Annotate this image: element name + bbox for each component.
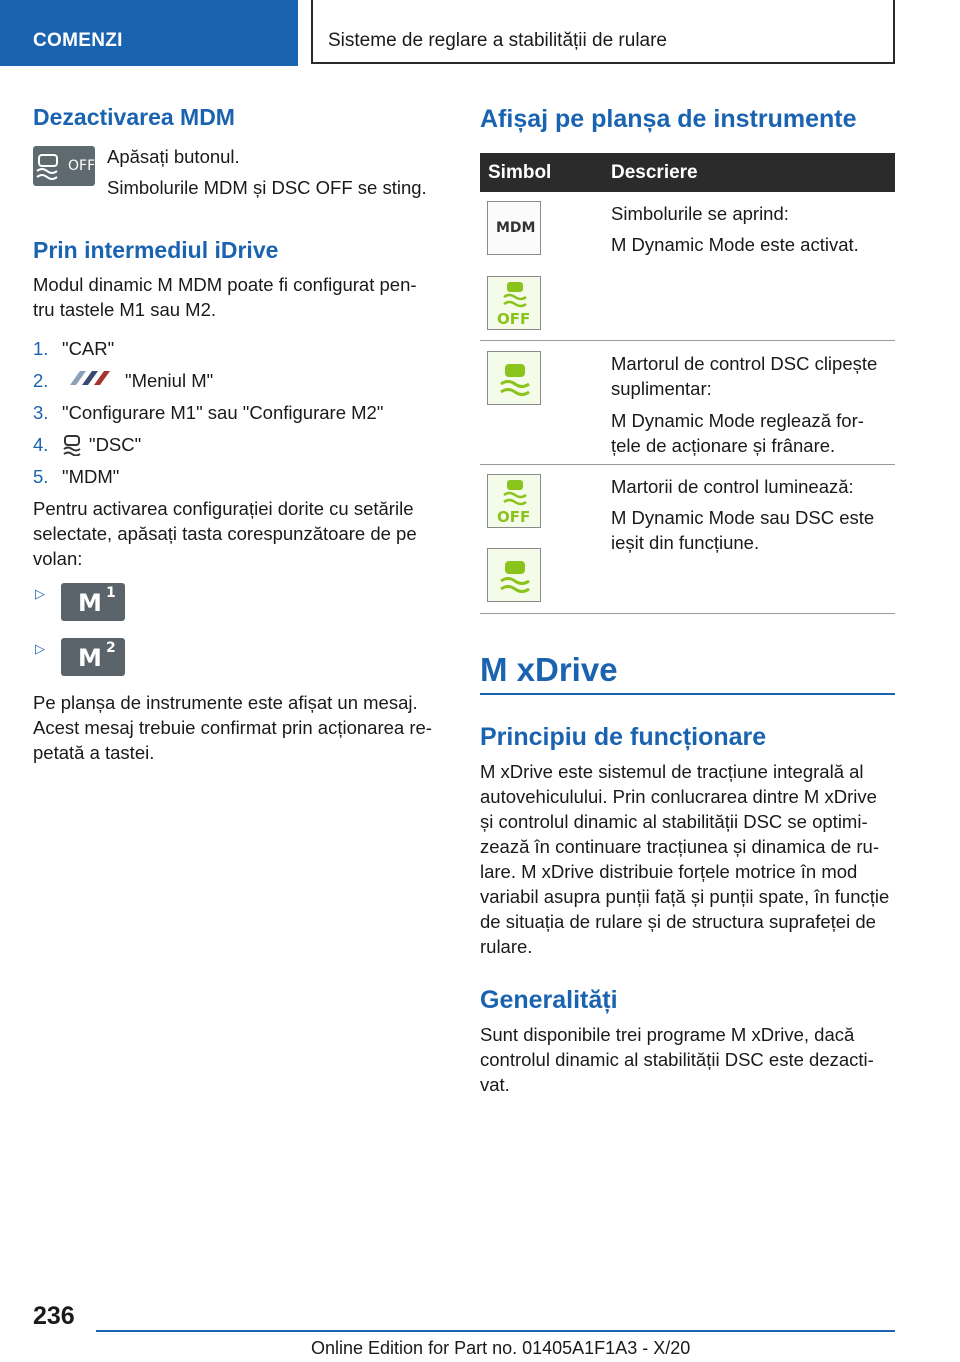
dsc-symbol [487,351,541,405]
row2-description-1: Martorul de control DSC clipește [611,353,878,374]
step-text: "Configurare M1" sau "Configurare M2" [62,402,384,423]
paragraph-mdm-config-2: tru tastele M1 sau M2. [33,299,217,320]
mdm-symbol [487,201,541,255]
footer-line [96,1330,895,1332]
paragraph-message-2: Acest mesaj trebuie confirmat prin acționarea re- [33,717,432,738]
text-line: de situația de rulare și de structura suprafeței de [480,911,876,932]
paragraph-xdrive-principle [480,759,889,959]
step-text: "DSC" [89,434,142,455]
row2-description-4: țele de acționare și frânare. [611,435,836,456]
row2-description-3: M Dynamic Mode reglează for- [611,410,864,431]
step-number: 4. [33,434,49,455]
paragraph-press-button: Apăsați butonul. [107,146,240,167]
section-title: COMENZI [33,30,123,51]
text-line: vat. [480,1074,510,1095]
text-line: variabil asupra punții față și punții spate, în funcție [480,886,890,907]
dsc-car-icon [62,434,82,456]
dsc-off-symbol [487,276,541,330]
paragraph-activate-3: volan: [33,548,83,569]
m2-letter: M [78,644,102,672]
heading-general: Generalități [480,986,618,1014]
heading-operating-principle: Principiu de funcționare [480,723,767,751]
dsc-off-car-icon [500,478,530,506]
step-number: 5. [33,466,49,487]
text-line: și controlul dinamic al stabilității DSC se optimi- [480,811,868,832]
text-line: Sunt disponibile trei programe M xDrive, dacă [480,1024,855,1045]
row-divider [480,340,895,341]
heading-via-idrive: Prin intermediul iDrive [33,237,279,263]
m-stripes-icon [62,370,118,386]
row1-description-2: M Dynamic Mode este activat. [611,234,859,255]
paragraph-message-1: Pe planșa de instrumente este afișat un mesaj. [33,692,418,713]
step-number: 1. [33,338,49,359]
text-line: lare. M xDrive distribuie forțele motrice în mod [480,861,858,882]
m2-index: 2 [106,640,116,656]
dsc-symbol [487,548,541,602]
paragraph-activate-1: Pentru activarea configurației dorite cu setările [33,498,414,519]
column-symbol: Simbol [488,162,552,183]
m1-button-icon [61,583,125,621]
chapter-tab [311,0,895,64]
row3-description-2: M Dynamic Mode sau DSC este [611,507,875,528]
dsc-off-car-icon [500,280,530,308]
paragraph-mdm-config-1: Modul dinamic M MDM poate fi configurat pen- [33,274,417,295]
text-line: autovehiculului. Prin conlucrarea dintre M xDrive [480,786,877,807]
row3-description-1: Martorii de control luminează: [611,476,854,497]
heading-deactivate-mdm: Dezactivarea MDM [33,104,235,130]
step-number: 2. [33,370,49,391]
heading-underline [480,693,895,695]
heading-m-xdrive: M xDrive [480,651,618,688]
page-number: 236 [33,1302,75,1330]
column-description: Descriere [611,162,698,183]
symbol-table-header [480,153,895,192]
row3-description-3: ieșit din funcțiune. [611,532,760,553]
paragraph-message-3: petată a tastei. [33,742,155,763]
bullet-triangle-icon: ▷ [35,641,45,656]
dsc-off-symbol [487,474,541,528]
step-text: "Meniul M" [125,370,214,391]
text-line: zează în continuare tracțiunea și dinamica de ru- [480,836,879,857]
dsc-off-label: OFF [497,508,531,526]
mdm-off-button-icon [33,146,95,186]
paragraph-general [480,1022,874,1097]
m1-letter: M [78,589,102,617]
step-text: "MDM" [62,466,120,487]
text-line: M xDrive este sistemul de tracțiune integrală al [480,761,864,782]
m1-index: 1 [106,585,116,601]
mdm-symbol-label: MDM [496,220,536,236]
text-line: controlul dinamic al stabilității DSC este dezacti- [480,1049,874,1070]
dsc-car-icon [497,558,533,594]
paragraph-symbols-off: Simbolurile MDM și DSC OFF se sting. [107,177,427,198]
row2-description-2: suplimentar: [611,378,712,399]
footer-edition: Online Edition for Part no. 01405A1F1A3 - X/20 [311,1338,691,1358]
text-line: rulare. [480,936,533,957]
dsc-car-icon [497,361,533,397]
paragraph-activate-2: selectate, apăsați tasta corespunzătoare de pe [33,523,417,544]
dsc-off-label: OFF [497,310,531,328]
row-divider [480,464,895,465]
bullet-triangle-icon: ▷ [35,586,45,601]
chapter-title: Sisteme de reglare a stabilității de rulare [328,30,668,51]
section-tab [0,0,298,66]
heading-instrument-display: Afișaj pe planșa de instrumente [480,105,857,133]
step-text: "CAR" [62,338,115,359]
step-number: 3. [33,402,49,423]
m2-button-icon [61,638,125,676]
row-divider [480,613,895,614]
off-label: OFF [68,158,96,174]
row1-description-1: Simbolurile se aprind: [611,203,789,224]
